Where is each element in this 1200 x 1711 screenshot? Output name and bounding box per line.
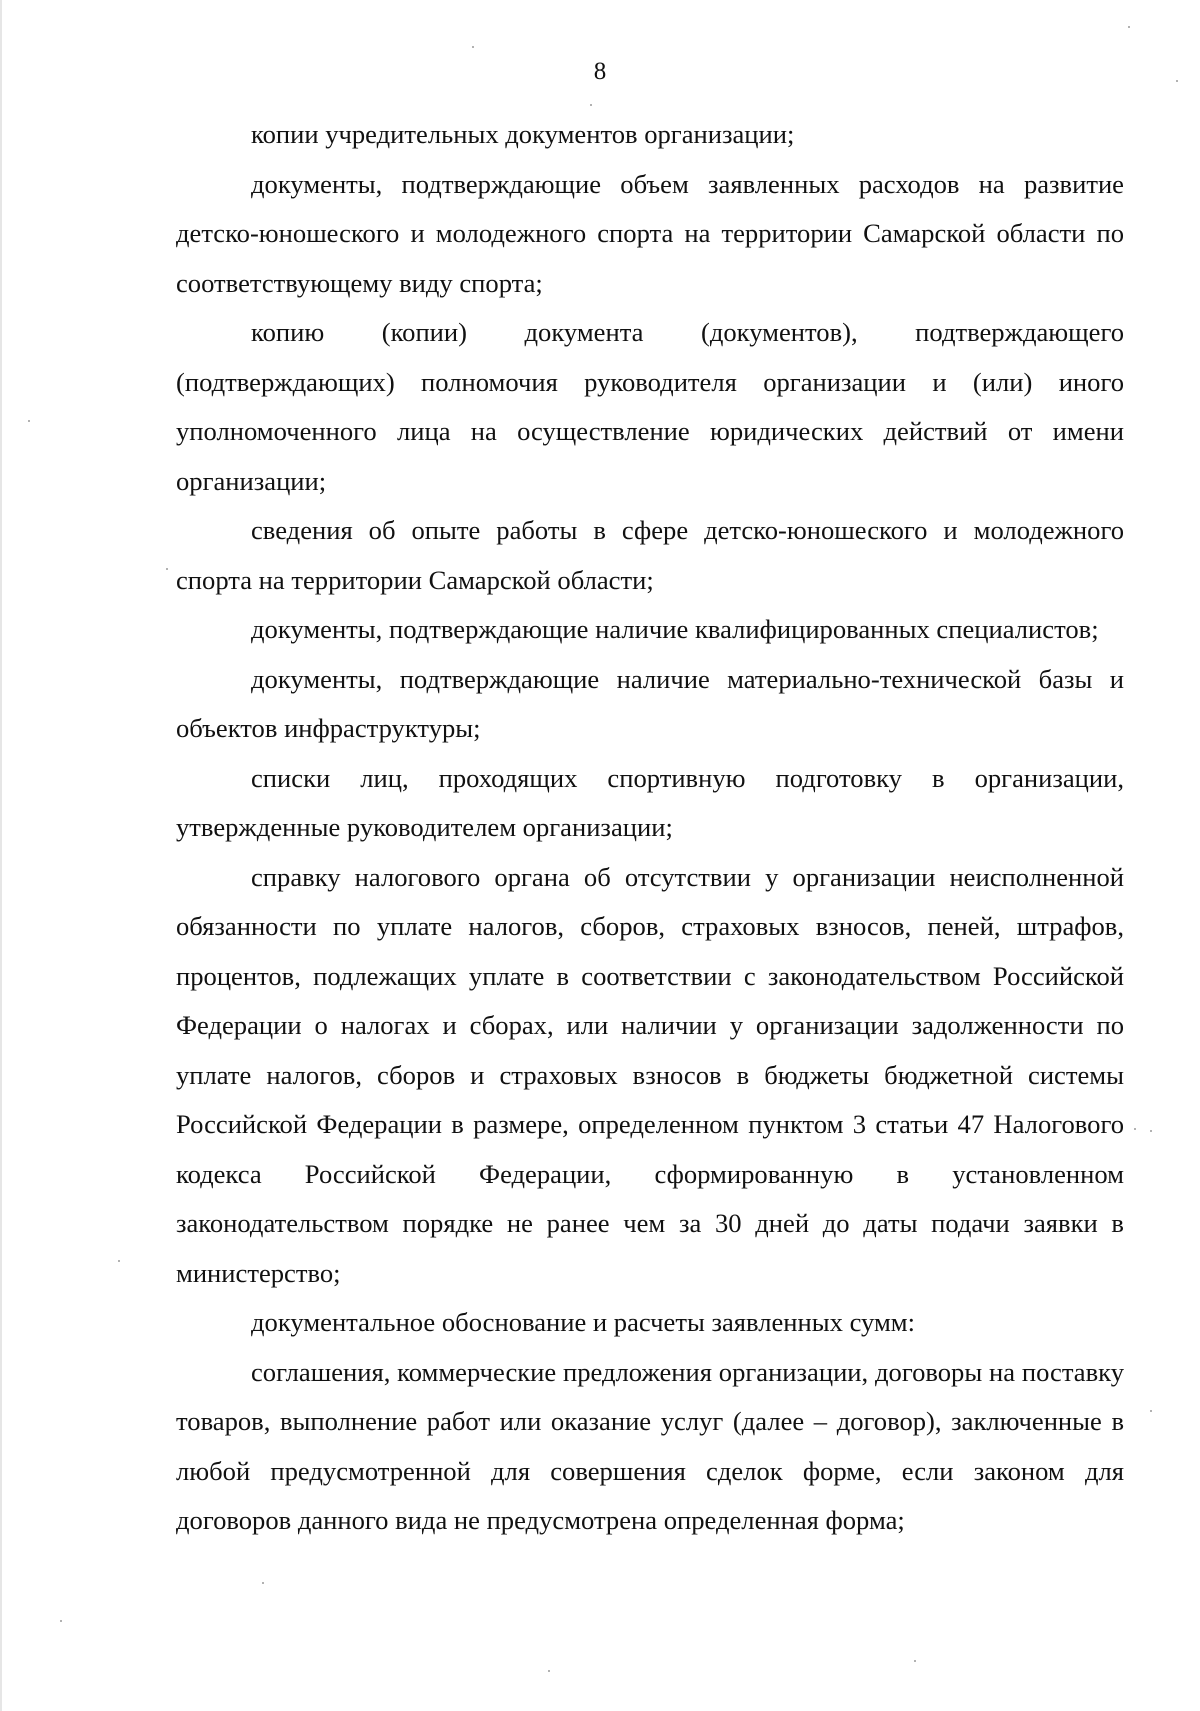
paragraph: копии учредительных документов организации; xyxy=(251,119,795,149)
scan-speck xyxy=(1150,1410,1152,1412)
paragraph: списки лиц, проходящих спортивную подготовку в организации, утвержденные руководителем организации; xyxy=(176,762,1124,842)
paragraph: сведения об опыте работы в сфере детско-юношеского и молодежного спорта на территории Самарской области; xyxy=(176,515,1124,595)
scan-speck xyxy=(590,104,592,106)
paragraph: документальное обоснование и расчеты заявленных сумм: xyxy=(251,1307,916,1337)
scan-speck xyxy=(548,1670,550,1672)
paragraph: соглашения, коммерческие предложения организации, договоры на поставку товаров, выполнение работ или оказание услуг (далее – договор), заключенные в любой предусмотренной для совершения сделок форме, если законом для договоров данного вида не предусмотрена определенная форма; xyxy=(176,1356,1124,1535)
scan-speck xyxy=(166,568,168,570)
paragraph: копию (копии) документа (документов), подтверждающего (подтверждающих) полномочия руководителя организации и (или) иного уполномоченного лица на осуществление юридических действий от имени организации; xyxy=(176,317,1124,496)
page-number: 8 xyxy=(593,58,607,85)
paragraph: документы, подтверждающие наличие квалифицированных специалистов; xyxy=(251,614,1099,644)
scan-speck xyxy=(1176,80,1178,82)
scan-speck xyxy=(1150,1130,1152,1132)
scan-speck xyxy=(914,1660,916,1662)
scan-speck xyxy=(262,1582,264,1584)
scan-speck xyxy=(118,1260,120,1262)
scan-edge xyxy=(0,0,2,1711)
scan-speck xyxy=(1134,1128,1136,1130)
paragraph: документы, подтверждающие наличие материально-технической базы и объектов инфраструктуры; xyxy=(176,663,1124,743)
scan-speck xyxy=(1128,26,1130,28)
paragraph: документы, подтверждающие объем заявленных расходов на развитие детско-юношеского и молодежного спорта на территории Самарской области по соответствующему виду спорта; xyxy=(176,168,1124,298)
paragraph: справку налогового органа об отсутствии у организации неисполненной обязанности по уплате налогов, сборов, страховых взносов, пеней, штрафов, процентов, подлежащих уплате в соответствии с законодательством Российской Федерации о налогах и сборах, или наличии у организации задолженности по уплате налогов, сборов и страховых взносов в бюджеты бюджетной системы Российской Федерации в размере, определенном пунктом 3 статьи 47 Налогового кодекса Российской Федерации, сформированную в установленном законодательством порядке не ранее чем за 30 дней до даты подачи заявки в министерство; xyxy=(176,861,1124,1288)
scan-speck xyxy=(60,1620,62,1622)
scan-speck xyxy=(472,46,474,48)
scan-speck xyxy=(28,420,30,422)
document-body xyxy=(176,110,1124,1546)
